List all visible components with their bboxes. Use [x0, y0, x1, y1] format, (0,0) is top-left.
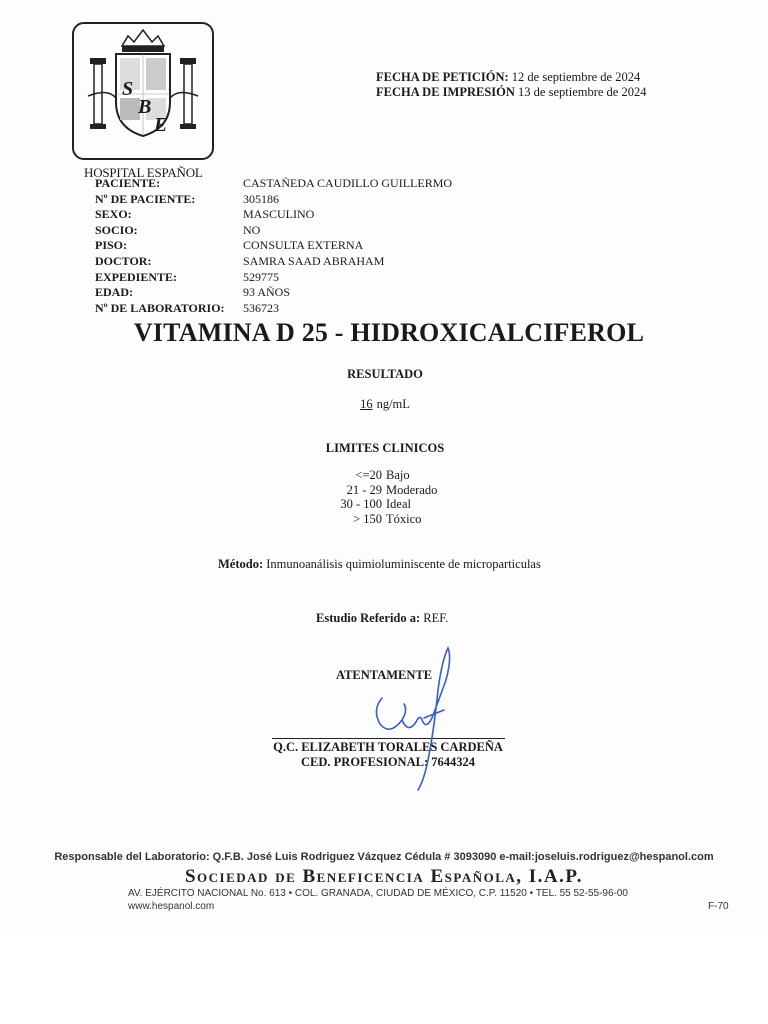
request-date-label: FECHA DE PETICIÓN:	[376, 70, 509, 84]
method-line	[218, 557, 541, 572]
patient-field-value: CASTAÑEDA CAUDILLO GUILLERMO	[243, 176, 453, 190]
lab-responsible: Responsable del Laboratorio: Q.F.B. José Luis Rodriguez Vázquez Cédula # 3093090 e-mail:joseluis.rodriguez@hespanol.com	[54, 851, 714, 863]
patient-field-label: SEXO:	[95, 207, 132, 222]
result-unit: ng/mL	[376, 397, 410, 411]
patient-row	[95, 238, 452, 254]
logo-monogram-b: B	[138, 96, 152, 118]
patient-field-value: SAMRA SAAD ABRAHAM	[243, 253, 385, 268]
coat-of-arms-icon	[74, 24, 212, 158]
print-date-row	[376, 85, 646, 100]
patient-field-label: PACIENTE:	[95, 176, 161, 190]
limit-row	[330, 483, 437, 498]
patient-row	[95, 270, 452, 286]
print-date-label: FECHA DE IMPRESIÓN	[376, 85, 515, 99]
clinical-limits-table	[330, 468, 437, 526]
test-title: VITAMINA D 25 - HIDROXICALCIFEROL	[133, 318, 645, 347]
address: AV. EJÉRCITO NACIONAL No. 613 • COL. GRANADA, CIUDAD DE MÉXICO, C.P. 11520 • TEL. 55 52-55-96-00	[128, 888, 628, 899]
patient-row	[95, 192, 452, 208]
patient-row	[95, 207, 452, 223]
patient-row	[95, 223, 452, 239]
referral-value: REF.	[423, 611, 449, 625]
print-date-value: 13 de septiembre de 2024	[518, 85, 647, 99]
method-label: Método:	[218, 557, 264, 571]
logo-monogram-s: S	[122, 78, 134, 100]
patient-field-value: 536723	[243, 300, 279, 315]
patient-field-label: Nº DE PACIENTE:	[95, 191, 196, 206]
patient-field-value: NO	[243, 222, 261, 237]
closing-text: ATENTAMENTE	[336, 668, 433, 682]
patient-info-table	[95, 176, 452, 316]
patient-field-label: EDAD:	[95, 285, 133, 300]
limit-row	[330, 512, 437, 527]
hospital-logo	[72, 22, 214, 160]
limit-range: > 150	[353, 511, 382, 526]
patient-field-label: Nº DE LABORATORIO:	[95, 300, 225, 315]
limit-row	[330, 497, 437, 512]
report-dates	[376, 70, 646, 100]
limit-range: <=20	[355, 468, 382, 482]
form-code: F-70	[708, 901, 729, 912]
patient-row	[95, 176, 452, 192]
limit-label: Bajo	[386, 468, 410, 482]
hospital-name: HOSPITAL ESPAÑOL	[84, 165, 203, 180]
method-value: Inmunoanálisis quimioluminiscente de microparticulas	[266, 557, 541, 571]
result-value: 16	[360, 397, 373, 411]
limit-label: Moderado	[386, 482, 438, 497]
website: www.hespanol.com	[128, 901, 215, 912]
patient-field-value: 93 AÑOS	[243, 285, 291, 300]
result-value-line	[330, 397, 440, 412]
patient-field-label: SOCIO:	[95, 222, 138, 237]
signer-license: CED. PROFESIONAL: 7644324	[301, 755, 475, 769]
patient-field-value: 529775	[243, 269, 279, 284]
limit-row	[330, 468, 437, 483]
limit-range: 30 - 100	[340, 497, 382, 511]
request-date-row	[376, 70, 646, 85]
referral-line	[316, 611, 448, 626]
signer-name: Q.C. ELIZABETH TORALES CARDEÑA	[273, 740, 503, 754]
limit-label: Tóxico	[386, 511, 422, 526]
patient-row	[95, 254, 452, 270]
patient-row	[95, 301, 452, 317]
handwritten-signature	[368, 640, 468, 800]
referral-label: Estudio Referido a:	[316, 611, 421, 625]
clinical-limits-heading: LIMITES CLINICOS	[325, 441, 445, 455]
patient-field-value: MASCULINO	[243, 207, 315, 222]
limit-label: Ideal	[386, 497, 411, 511]
patient-field-label: PISO:	[95, 238, 128, 253]
patient-field-label: DOCTOR:	[95, 253, 152, 268]
patient-row	[95, 285, 452, 301]
society-name: Sociedad de Beneficencia Española, I.A.P.	[184, 866, 583, 887]
request-date-value: 12 de septiembre de 2024	[511, 70, 641, 84]
patient-field-value: 305186	[243, 191, 279, 206]
limit-range: 21 - 29	[346, 482, 382, 497]
result-heading: RESULTADO	[347, 367, 423, 381]
patient-field-value: CONSULTA EXTERNA	[243, 238, 364, 253]
logo-monogram-e: E	[154, 114, 168, 136]
patient-field-label: EXPEDIENTE:	[95, 269, 178, 284]
